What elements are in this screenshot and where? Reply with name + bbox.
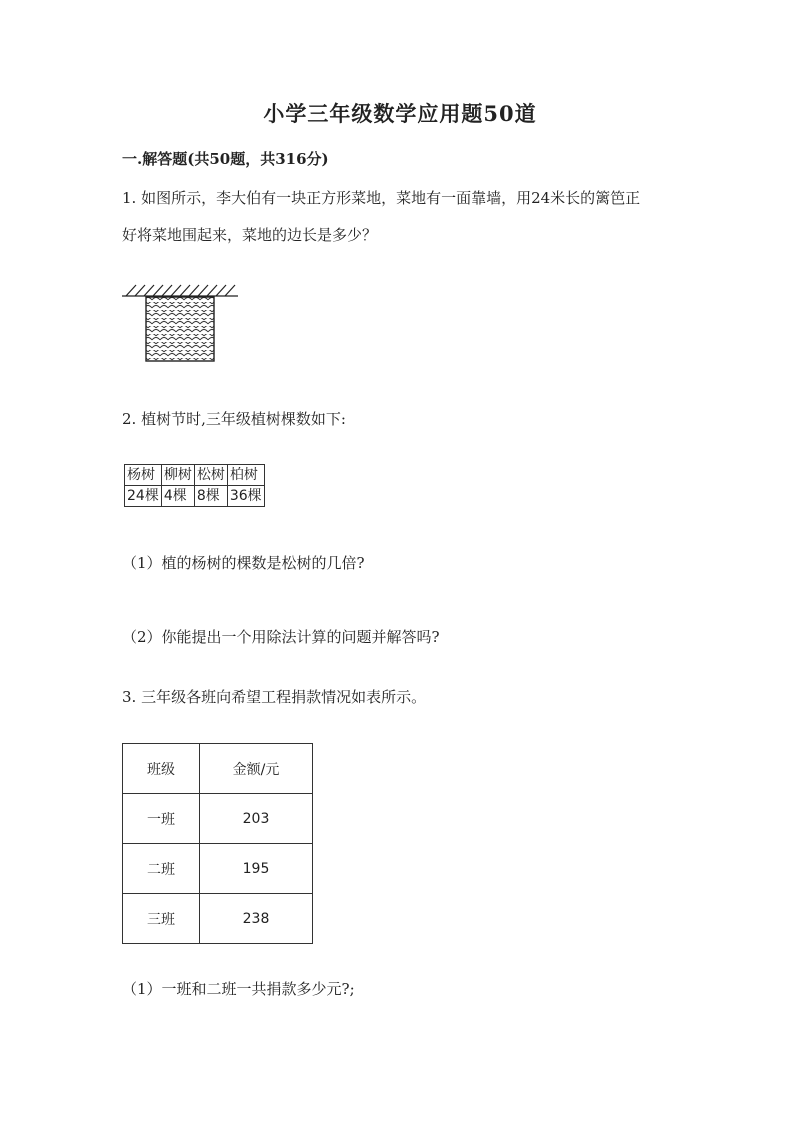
table-cell: 195 bbox=[200, 844, 313, 894]
table-header-cell: 松树 bbox=[194, 465, 227, 486]
table-row bbox=[123, 744, 313, 794]
table-cell: 二班 bbox=[123, 844, 200, 894]
tree-count-table bbox=[124, 464, 265, 507]
question-2-sub-1: （1）植的杨树的棵数是松树的几倍? bbox=[122, 554, 365, 572]
donation-table bbox=[122, 743, 313, 944]
table-row bbox=[123, 794, 313, 844]
question-2-sub-2: （2）你能提出一个用除法计算的问题并解答吗? bbox=[122, 628, 440, 646]
question-1-line-2: 好将菜地围起来，菜地的边长是多少？ bbox=[122, 226, 378, 244]
table-row bbox=[125, 486, 265, 507]
table-header-cell: 柏树 bbox=[227, 465, 264, 486]
section-heading: 一.解答题(共50题，共316分) bbox=[122, 150, 329, 168]
wall-hatching bbox=[122, 285, 238, 296]
table-cell: 三班 bbox=[123, 894, 200, 944]
table-cell: 238 bbox=[200, 894, 313, 944]
table-row bbox=[125, 465, 265, 486]
table-cell: 8棵 bbox=[194, 486, 227, 507]
table-cell: 一班 bbox=[123, 794, 200, 844]
table-cell: 4棵 bbox=[161, 486, 194, 507]
question-3-text: 3. 三年级各班向希望工程捐款情况如表所示。 bbox=[122, 688, 427, 706]
table-cell: 24棵 bbox=[125, 486, 162, 507]
question-1-line-1: 1. 如图所示，李大伯有一块正方形菜地，菜地有一面靠墙，用24米长的篱笆正 bbox=[122, 189, 641, 207]
page-title: 小学三年级数学应用题50道 bbox=[263, 101, 537, 126]
vegetable-plot-figure bbox=[120, 278, 240, 368]
table-cell: 36棵 bbox=[227, 486, 264, 507]
table-cell: 203 bbox=[200, 794, 313, 844]
table-header-cell: 班级 bbox=[123, 744, 200, 794]
table-header-cell: 金额/元 bbox=[200, 744, 313, 794]
table-header-cell: 杨树 bbox=[125, 465, 162, 486]
square-plot bbox=[146, 297, 214, 361]
table-row bbox=[123, 894, 313, 944]
table-header-cell: 柳树 bbox=[161, 465, 194, 486]
table-row bbox=[123, 844, 313, 894]
question-2-text: 2. 植树节时,三年级植树棵数如下: bbox=[122, 410, 346, 428]
question-3-sub-1: （1）一班和二班一共捐款多少元?; bbox=[122, 980, 355, 998]
